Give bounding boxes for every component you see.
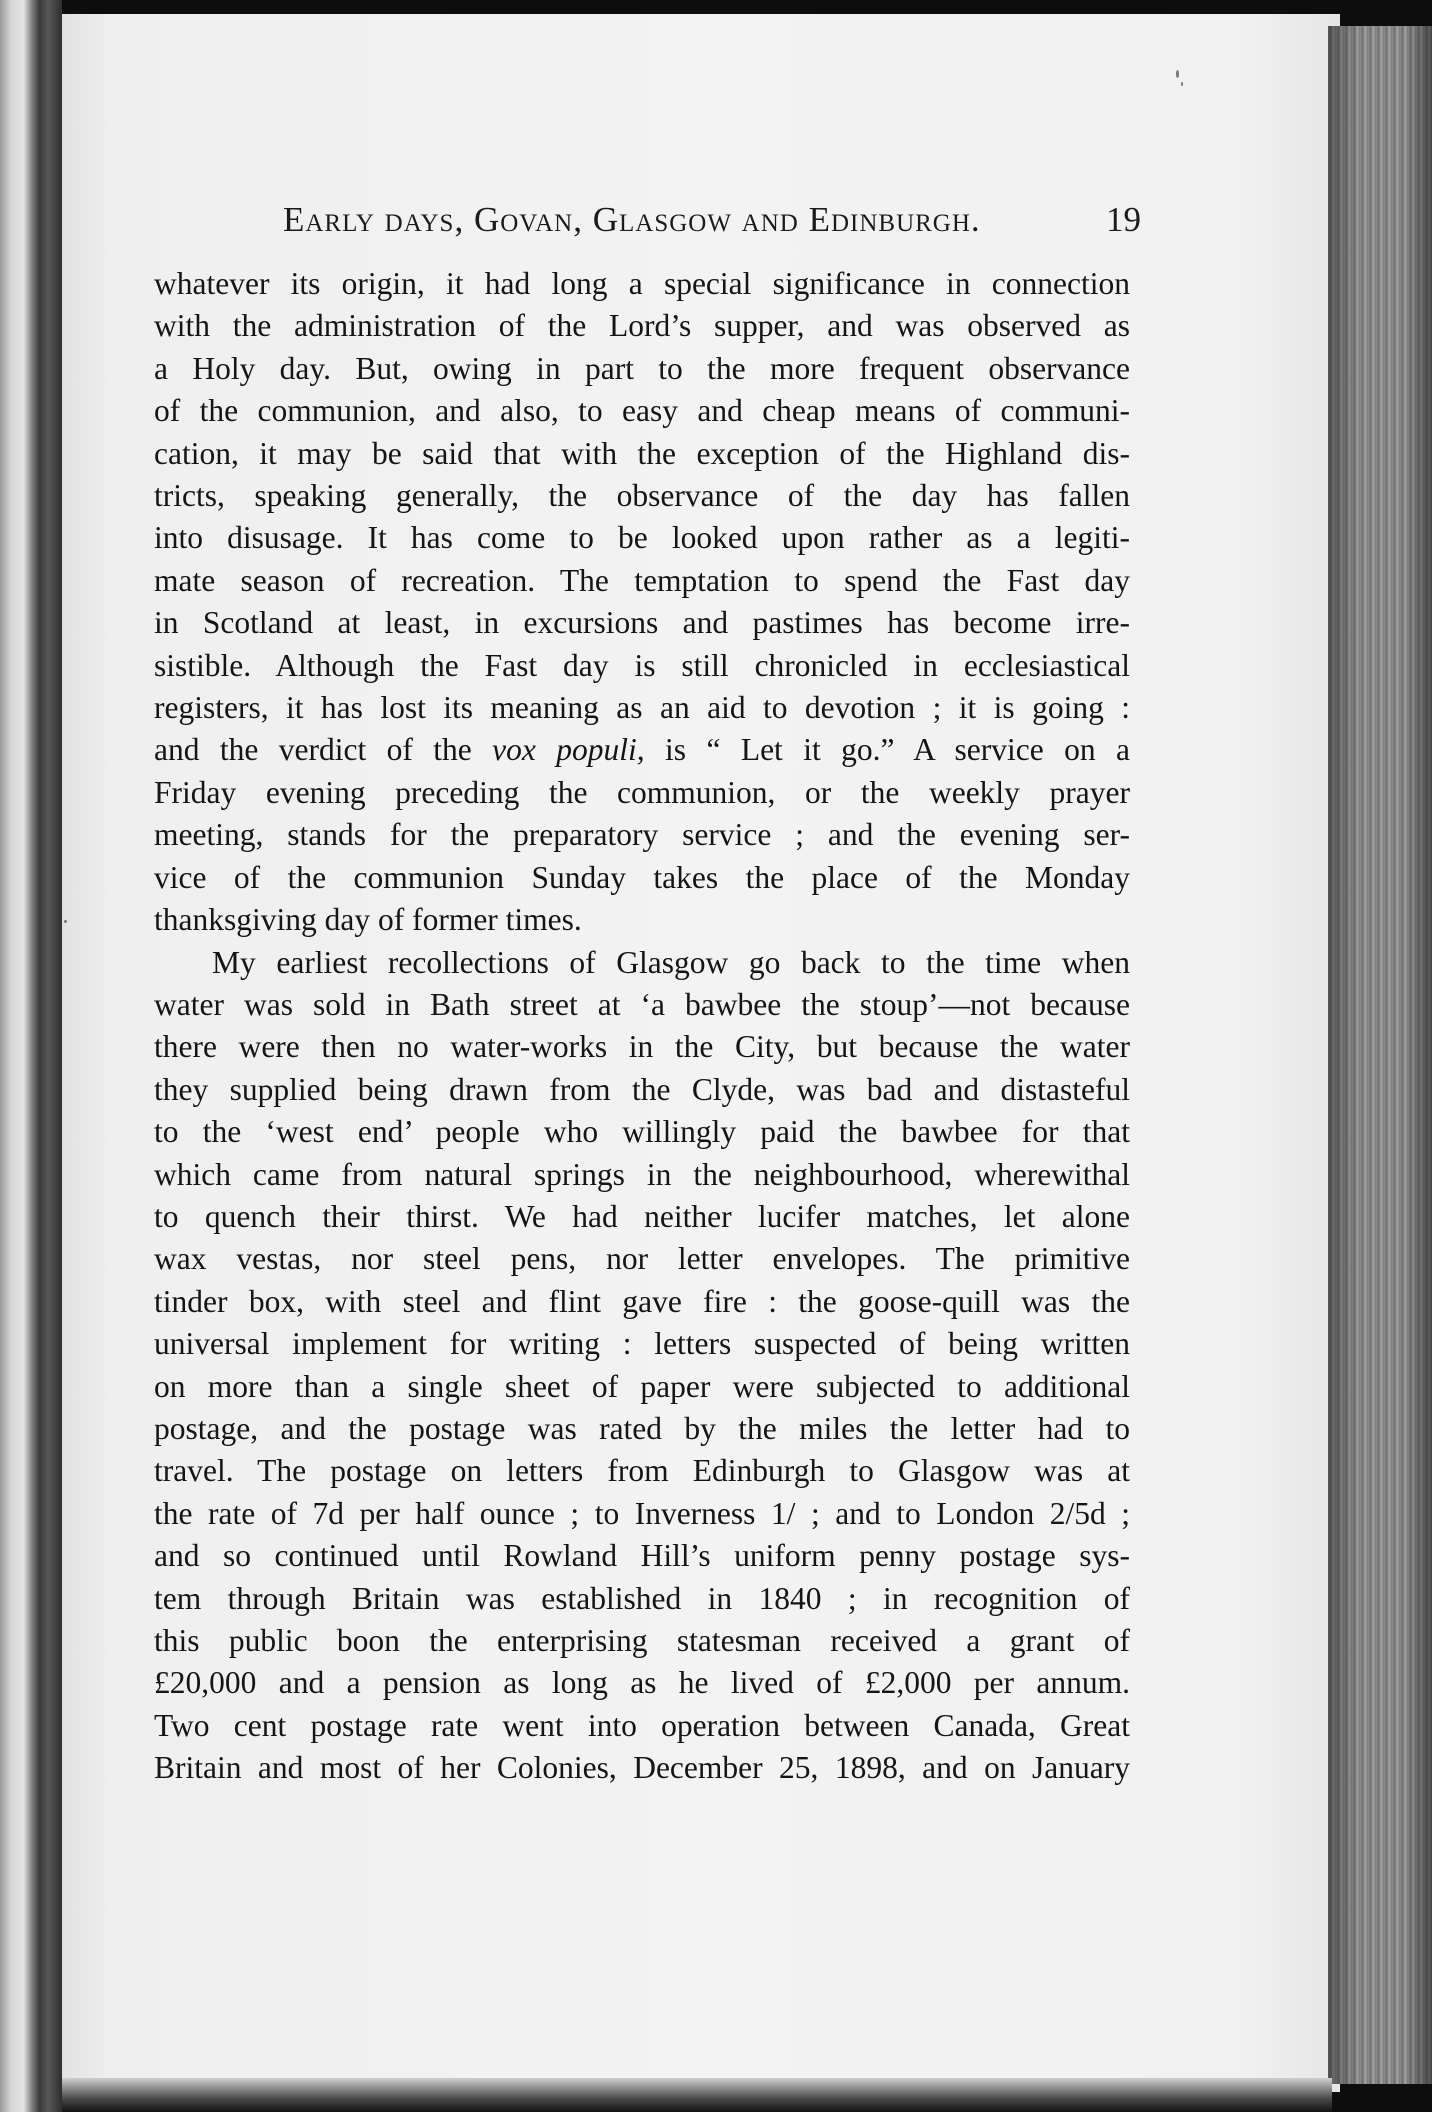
text-line: wax vestas, nor steel pens, nor letter envelopes. The primitive xyxy=(154,1241,1130,1277)
text-line: water was sold in Bath street at ‘a bawbee the stoup’—not because xyxy=(154,986,1130,1022)
text-line: vice of the communion Sunday takes the place of the Monday xyxy=(154,859,1130,895)
text-line: travel. The postage on letters from Edinburgh to Glasgow was at xyxy=(154,1453,1130,1489)
text-line: this public boon the enterprising statesman received a grant of xyxy=(154,1623,1130,1658)
text-line: of the communion, and also, to easy and cheap means of communi- xyxy=(154,393,1130,429)
body-text xyxy=(154,263,1130,1790)
text-line: Friday evening preceding the communion, or the weekly prayer xyxy=(154,774,1130,810)
text-line: whatever its origin, it had long a special significance in connection xyxy=(154,266,1130,301)
bottom-shadow xyxy=(62,2078,1332,2112)
paragraph-2 xyxy=(154,942,1130,1790)
text-line: the rate of 7d per half ounce ; to Inverness 1/ ; and to London 2/5d ; xyxy=(154,1495,1130,1531)
text-line: tinder box, with steel and flint gave fire : the goose-quill was the xyxy=(154,1283,1130,1319)
text-line: meeting, stands for the preparatory service ; and the evening ser- xyxy=(154,817,1130,853)
text-segment: and the verdict of the xyxy=(154,732,493,768)
italic-phrase: vox populi, xyxy=(492,732,645,768)
text-line: sistible. Although the Fast day is still chronicled in ecclesiastical xyxy=(154,647,1130,683)
text-line: £20,000 and a pension as long as he lived of £2,000 per annum. xyxy=(154,1665,1130,1701)
text-line: cation, it may be said that with the exception of the Highland dis- xyxy=(154,435,1130,471)
text-line: registers, it has lost its meaning as an aid to devotion ; it is going : xyxy=(154,690,1130,726)
text-line: which came from natural springs in the neighbourhood, wherewithal xyxy=(154,1156,1130,1192)
text-line: postage, and the postage was rated by the miles the letter had to xyxy=(154,1410,1130,1446)
scan-speck xyxy=(1176,70,1179,78)
text-line: and so continued until Rowland Hill’s uniform penny postage sys- xyxy=(154,1538,1130,1574)
text-line: Two cent postage rate went into operation between Canada, Great xyxy=(154,1707,1130,1743)
text-line: with the administration of the Lord’s supper, and was observed as xyxy=(154,308,1130,344)
paragraph-1 xyxy=(154,263,1130,942)
text-line: in Scotland at least, in excursions and pastimes has become irre- xyxy=(154,605,1130,641)
page-header xyxy=(283,196,1141,244)
text-line: universal implement for writing : letters suspected of being written xyxy=(154,1326,1130,1362)
text-line: My earliest recollections of Glasgow go back to the time when xyxy=(212,944,1130,980)
text-segment: is “ Let it go.” A service on a xyxy=(644,732,1130,768)
text-line: on more than a single sheet of paper were subjected to additional xyxy=(154,1368,1130,1404)
left-page-gutter xyxy=(0,0,62,2112)
text-line: there were then no water-works in the City, but because the water xyxy=(154,1029,1130,1065)
text-line: mate season of recreation. The temptation to spend the Fast day xyxy=(154,562,1130,598)
text-line: they supplied being drawn from the Clyde, was bad and distasteful xyxy=(154,1071,1130,1107)
scan-speck xyxy=(64,920,67,923)
text-line: a Holy day. But, owing in part to the more frequent observance xyxy=(154,350,1130,386)
text-line-with-italic xyxy=(154,729,1130,771)
text-line: to quench their thirst. We had neither lucifer matches, let alone xyxy=(154,1198,1130,1234)
page-stack-shadow xyxy=(1328,26,1432,2084)
running-head: Early days, Govan, Glasgow and Edinburgh. xyxy=(283,200,981,239)
text-line: to the ‘west end’ people who willingly paid the bawbee for that xyxy=(154,1114,1130,1150)
text-line: tem through Britain was established in 1840 ; in recognition of xyxy=(154,1580,1130,1616)
text-line: Britain and most of her Colonies, December 25, 1898, and on January xyxy=(154,1750,1130,1786)
text-line: tricts, speaking generally, the observance of the day has fallen xyxy=(154,478,1130,514)
text-line: into disusage. It has come to be looked upon rather as a legiti- xyxy=(154,520,1130,556)
page-number: 19 xyxy=(1106,200,1141,239)
text-line: thanksgiving day of former times. xyxy=(154,902,582,938)
scan-speck xyxy=(1181,82,1183,86)
